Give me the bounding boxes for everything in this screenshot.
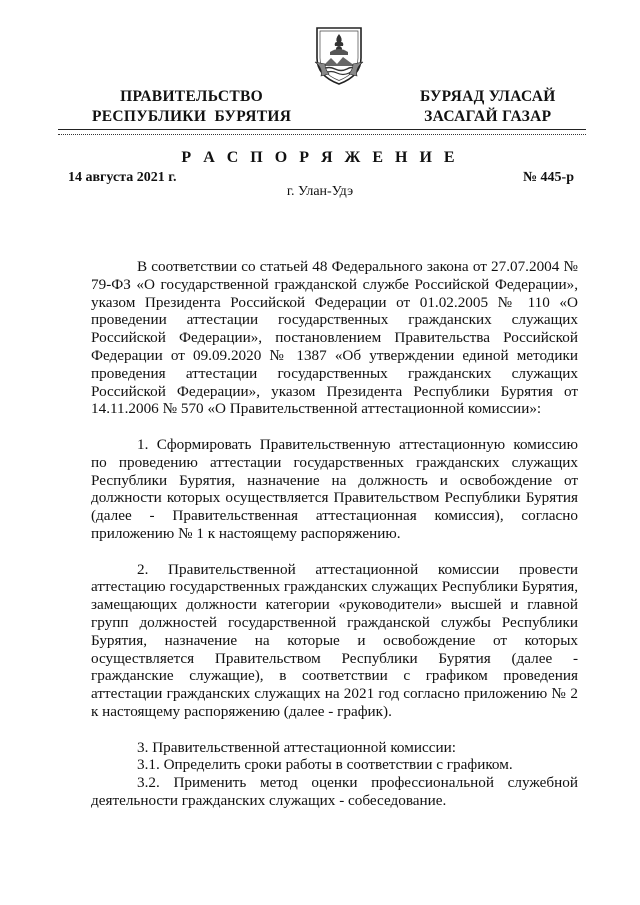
- paragraph-item-1: 1. Сформировать Правительственную аттестационную комиссию по проведению аттестации государственных гражданских служащих Республики Бурятия, назначение на должность и освобождение от должности которых осуществляется Правительством Республики Бурятия (далее - Правительственная аттестационная комиссия), согласно приложению № 1 к настоящему распоряжению.: [91, 435, 578, 542]
- org-name-left-line-2: РЕСПУБЛИКИ БУРЯТИЯ: [92, 108, 292, 125]
- org-name-right: [420, 87, 556, 127]
- paragraph-item-3: 3. Правительственной аттестационной комиссии:: [137, 738, 456, 756]
- paragraph-preamble: В соответствии со статьей 48 Федерального закона от 27.07.2004 № 79-ФЗ «О государственной гражданской службе Российской Федерации», указом Президента Российской Федерации от 01.02.2005 № 110 «О проведении аттестации государственных гражданских служащих Российской Федерации», постановлением Правительства Российской Федерации от 09.09.2020 № 1387 «Об утверждении единой методики проведения аттестации государственных гражданских служащих Российской Федерации», указом Президента Республики Бурятия от 14.11.2006 № 570 «О Правительственной аттестационной комиссии»:: [91, 258, 578, 418]
- org-name-right-line-1: БУРЯАД УЛАСАЙ: [420, 88, 556, 105]
- document-date: 14 августа 2021 г.: [68, 170, 177, 185]
- org-name-left-line-1: ПРАВИТЕЛЬСТВО: [120, 88, 264, 105]
- document-type: Р А С П О Р Я Ж Е Н И Е: [181, 149, 459, 166]
- paragraph-item-2: 2. Правительственной аттестационной комиссии провести аттестацию государственных гражданских служащих Республики Бурятия, замещающих должности категории «руководители» высшей и главной групп должностей государственной гражданской службы Республики Бурятия, назначение на которые и освобождение от которых осуществляется Правительством Республики Бурятия (далее - гражданские служащие), в соответствии с графиком проведения аттестации гражданских служащих на 2021 год согласно приложению № 2 к настоящему распоряжению (далее - график).: [91, 560, 578, 720]
- paragraph-item-3-2: 3.2. Применить метод оценки профессиональной служебной деятельности гражданских служащих - собеседование.: [91, 774, 578, 809]
- document-body: [91, 258, 578, 810]
- coat-of-arms-icon: [313, 22, 365, 86]
- header-divider-dotted: [58, 134, 586, 135]
- paragraph-item-3-1: 3.1. Определить сроки работы в соответствии с графиком.: [137, 756, 513, 774]
- header-divider: [58, 129, 586, 130]
- document-number: № 445-р: [522, 170, 574, 185]
- org-name-left: [92, 87, 291, 127]
- org-name-right-line-2: ЗАСАГАЙ ГАЗАР: [424, 108, 552, 125]
- document-city: г. Улан-Удэ: [286, 184, 354, 199]
